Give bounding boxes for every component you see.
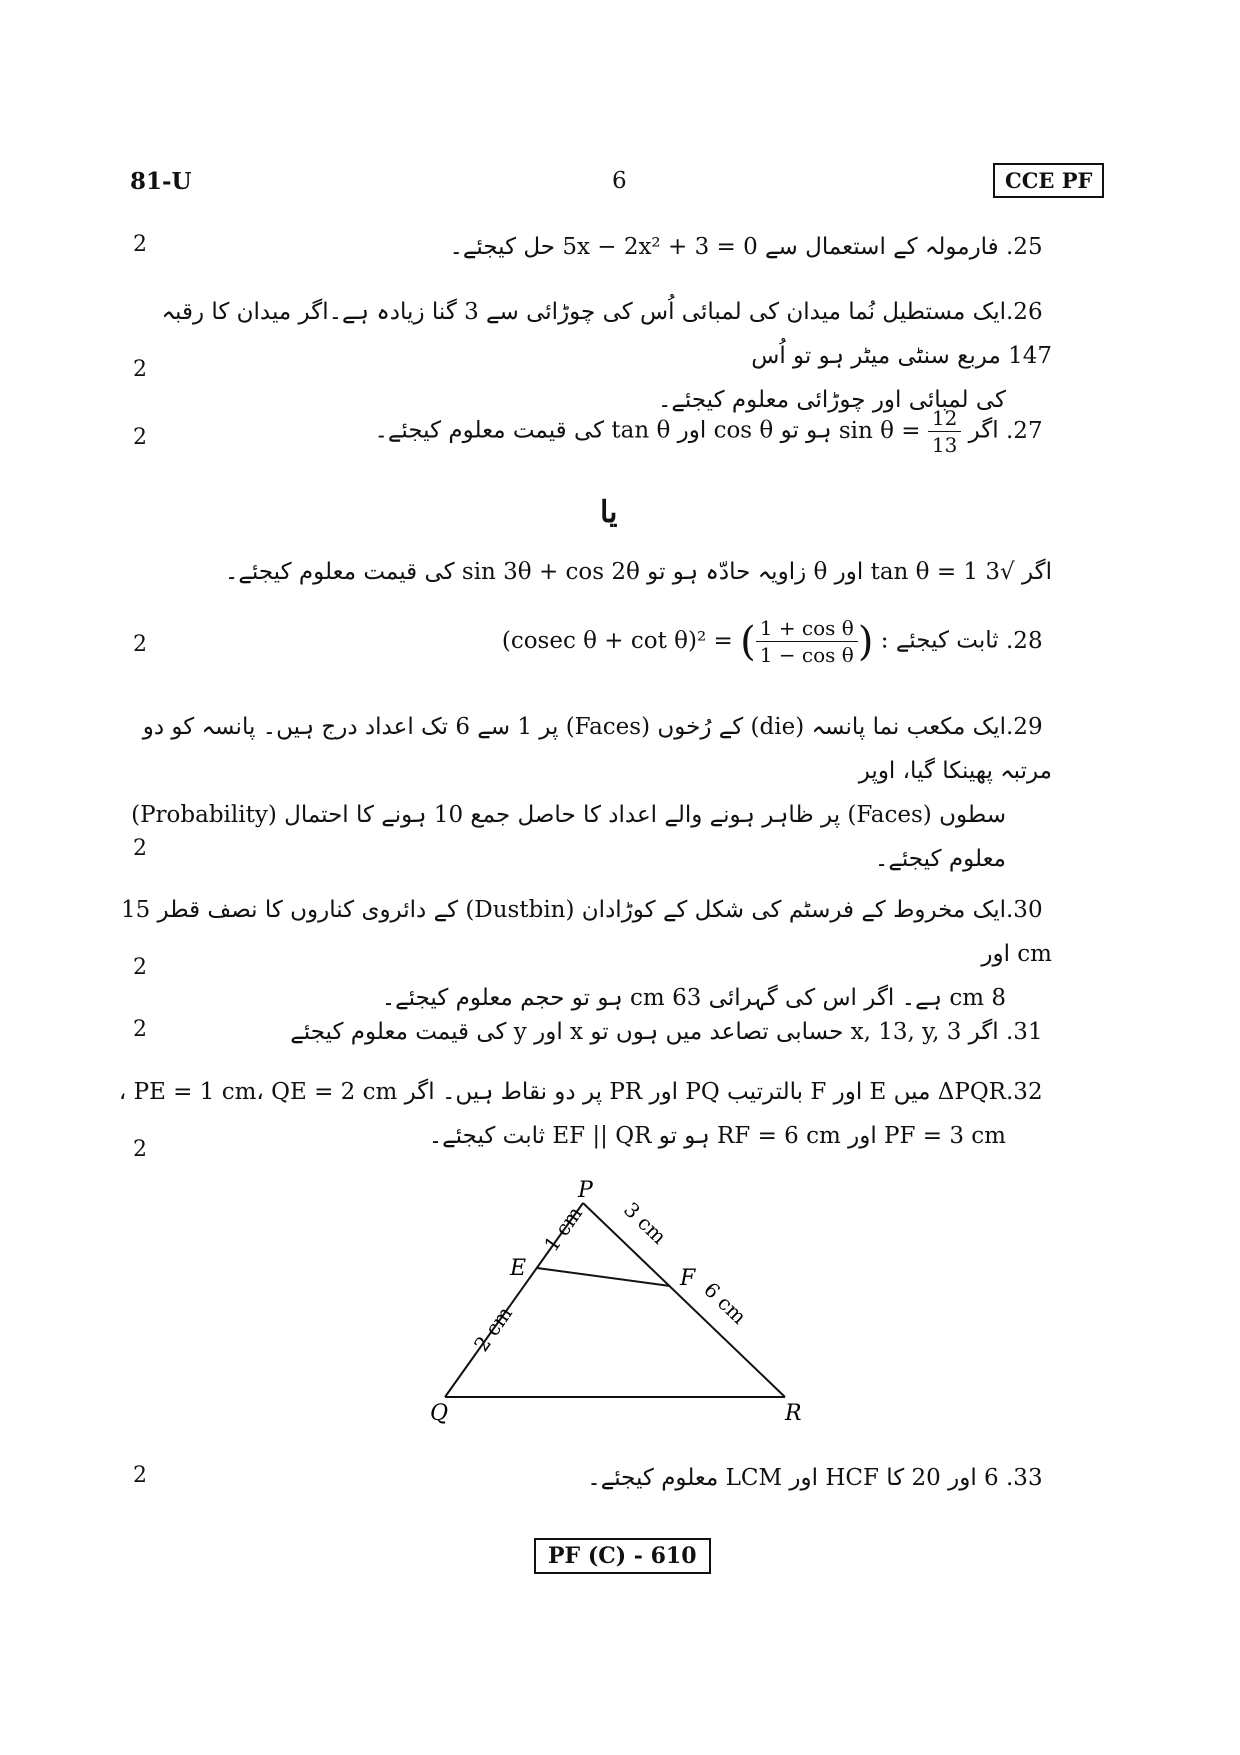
q29-number: .29: [1006, 714, 1043, 740]
vertex-r: R: [785, 1401, 802, 1425]
or-label: یا: [600, 495, 618, 530]
q32-number: .32: [1006, 1079, 1043, 1105]
q30-line2: 8 cm ہے۔ اگر اس کی گہرائی 63 cm ہو تو حجم معلوم کیجئے۔: [381, 985, 1006, 1011]
q27-marks: 2: [133, 425, 147, 450]
point-e: E: [510, 1256, 527, 1281]
question-30: [92, 888, 1052, 1020]
q25-text: فارمولہ کے استعمال سے 0 = 3 + 5x − 2x² حل کیجئے۔: [449, 234, 999, 260]
vertex-q: Q: [430, 1401, 449, 1425]
q26-line1: ایک مستطیل نُما میدان کی لمبائی اُس کی چوڑائی سے 3 گنا زیادہ ہے۔اگر میدان کا رقبہ 147 مربع سنٹی میٹر ہو تو اُس: [161, 299, 1052, 369]
question-27: [152, 405, 1052, 458]
vertex-p: P: [578, 1178, 593, 1203]
footer-code: PF (C) - 610: [534, 1538, 711, 1574]
q30-line1: ایک مخروط کے فرسٹم کی شکل کے کوڑادان (Dustbin) کے دائروی کناروں کا نصف قطر 15 cm اور: [120, 897, 1052, 967]
q32-line1: ΔPQR میں E اور F بالترتیب PQ اور PR پر دو نقاط ہیں۔ اگر PE = 1 cm، QE = 2 cm ،: [118, 1079, 1006, 1105]
question-28: .28 ثابت کیجئے : (cosec θ + cot θ)² = ( $\frac{\text{1 + cos θ}}{\text{1 − cos θ}}$ ): [152, 615, 1052, 668]
question-33: [152, 1456, 1052, 1500]
q27-text: ہو تو cos θ اور tan θ کی قیمت معلوم کیجئے۔: [374, 417, 832, 444]
q33-text: 6 اور 20 کا HCF اور LCM معلوم کیجئے۔: [587, 1465, 999, 1491]
q28-number: .28: [1006, 627, 1043, 654]
q33-number: .33: [1006, 1465, 1043, 1491]
paper-code: 81-U: [130, 168, 192, 195]
q30-marks: 2: [133, 955, 147, 980]
q26-marks: 2: [133, 357, 147, 382]
q31-text: اگر x, 13, y, 3 حسابی تصاعد میں ہوں تو x اور y کی قیمت معلوم کیجئے: [290, 1019, 999, 1045]
label-pf: 3 cm: [619, 1197, 672, 1249]
triangle-pqr-figure: [430, 1175, 810, 1425]
question-29: [92, 705, 1052, 881]
question-25: [152, 225, 1052, 269]
q27-fraction: $\frac{12}{13}$: [928, 405, 961, 458]
label-qe: 2 cm: [469, 1301, 517, 1356]
label-pe: 1 cm: [539, 1201, 587, 1256]
q28-text: ثابت کیجئے :: [880, 627, 999, 654]
question-26: [152, 290, 1052, 422]
question-31: [152, 1010, 1052, 1054]
q27-sin: sin θ =: [838, 417, 921, 444]
q33-marks: 2: [133, 1463, 147, 1488]
q32-marks: 2: [133, 1137, 147, 1162]
q25-number: .25: [1006, 234, 1043, 260]
q26-line2: کی لمبائی اور چوڑائی معلوم کیجئے۔: [657, 387, 1006, 413]
q25-marks: 2: [133, 232, 147, 257]
q27-number: .27: [1006, 417, 1043, 444]
q31-number: .31: [1006, 1019, 1043, 1045]
q29-marks: 2: [133, 836, 147, 861]
q29-line2: سطوں (Faces) پر ظاہر ہونے والے اعداد کا حاصل جمع 10 ہونے کا احتمال (Probability) معلوم کیجئے۔: [131, 802, 1006, 872]
point-f: F: [680, 1266, 696, 1291]
page-number: 6: [612, 168, 627, 194]
q29-line1: ایک مکعب نما پانسہ (die) کے رُخوں (Faces) پر 1 سے 6 تک اعداد درج ہیں۔ پانسہ کو دو مرتبہ پھینکا گیا، اوپر: [142, 714, 1052, 784]
q32-line2: PF = 3 cm اور RF = 6 cm ہو تو EF || QR ثابت کیجئے۔: [428, 1123, 1006, 1149]
segment-ef: [537, 1268, 670, 1286]
q27-if: اگر: [968, 417, 999, 444]
q28-rhs: (cosec θ + cot θ)² =: [501, 627, 733, 654]
q28-marks: 2: [133, 632, 147, 657]
question-32: [92, 1070, 1052, 1158]
q28-fraction: $\frac{\text{1 + cos θ}}{\text{1 − cos θ}}$: [756, 615, 858, 668]
side-pr: [583, 1203, 785, 1397]
q30-number: .30: [1006, 897, 1043, 923]
q31-marks: 2: [133, 1017, 147, 1042]
q26-number: .26: [1006, 299, 1043, 325]
q27-alternative: اگر √3 tan θ = 1 اور θ زاویہ حادّہ ہو تو sin 3θ + cos 2θ کی قیمت معلوم کیجئے۔: [224, 559, 1052, 585]
label-rf: 6 cm: [699, 1277, 752, 1329]
series-box: CCE PF: [993, 163, 1104, 198]
